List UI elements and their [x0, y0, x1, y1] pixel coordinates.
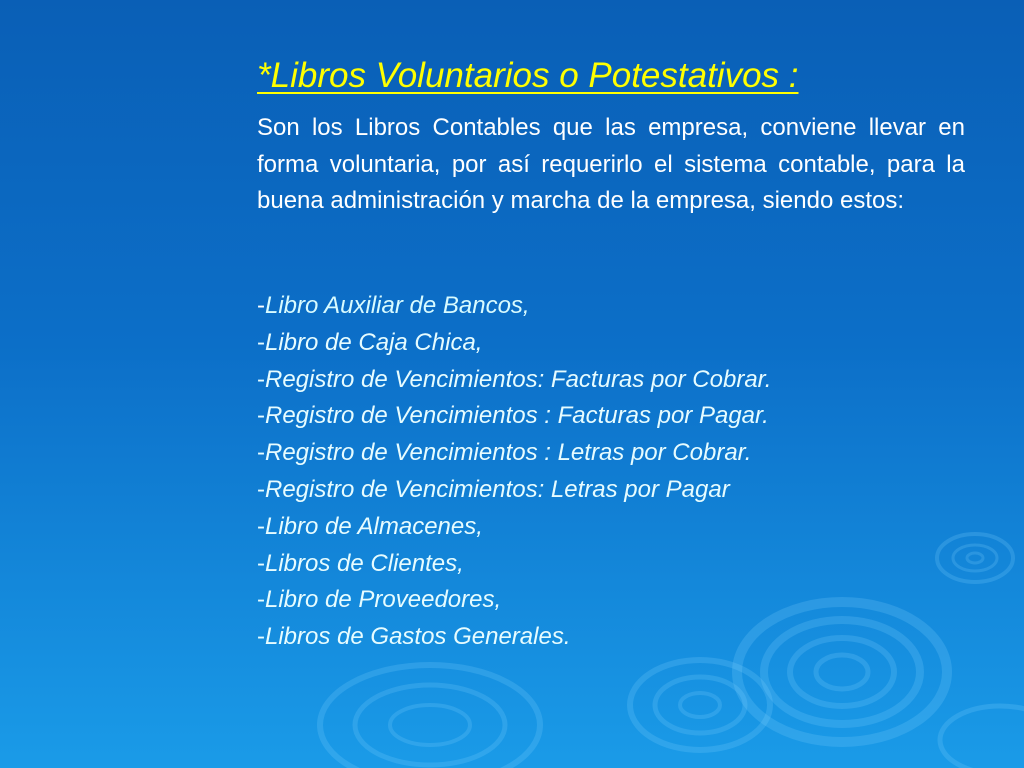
intro-paragraph: Son los Libros Contables que las empresa, conviene llevar en forma voluntaria, por así requerirlo el sistema contable, para la buena administración y marcha de la empresa, siendo estos:	[257, 114, 965, 214]
list-item	[257, 619, 771, 656]
books-list	[257, 288, 771, 656]
list-marker: -	[257, 475, 265, 503]
list-marker: -	[257, 292, 265, 319]
list-item-text: Libro Auxiliar de Bancos,	[265, 292, 530, 319]
list-item	[257, 288, 771, 325]
list-item-text: Libros de Clientes,	[265, 549, 464, 577]
list-marker: -	[257, 623, 265, 651]
list-item	[257, 362, 771, 399]
list-item-text: Libro de Caja Chica,	[265, 328, 483, 356]
list-marker: -	[257, 549, 265, 577]
list-item-text: Libro de Proveedores,	[265, 586, 502, 614]
slide-title: *Libros Voluntarios o Potestativos :	[257, 56, 799, 95]
list-marker: -	[257, 365, 265, 393]
list-item	[257, 546, 771, 583]
list-marker: -	[257, 586, 265, 614]
list-marker: -	[257, 512, 265, 540]
list-item-text: Registro de Vencimientos : Facturas por Pagar.	[265, 402, 769, 430]
list-item	[257, 472, 771, 509]
list-item	[257, 582, 771, 619]
list-item-text: Registro de Vencimientos: Facturas por Cobrar.	[265, 365, 772, 393]
list-item-text: Registro de Vencimientos : Letras por Cobrar.	[265, 439, 752, 467]
list-item-text: Registro de Vencimientos: Letras por Pagar	[265, 475, 730, 503]
list-marker: -	[257, 402, 265, 430]
list-item	[257, 398, 771, 435]
list-item	[257, 435, 771, 472]
list-item-text: Libro de Almacenes,	[265, 512, 483, 540]
list-item	[257, 509, 771, 546]
list-item-text: Libros de Gastos Generales.	[265, 623, 571, 651]
list-marker: -	[257, 439, 265, 467]
list-marker: -	[257, 328, 265, 356]
list-item	[257, 325, 771, 362]
